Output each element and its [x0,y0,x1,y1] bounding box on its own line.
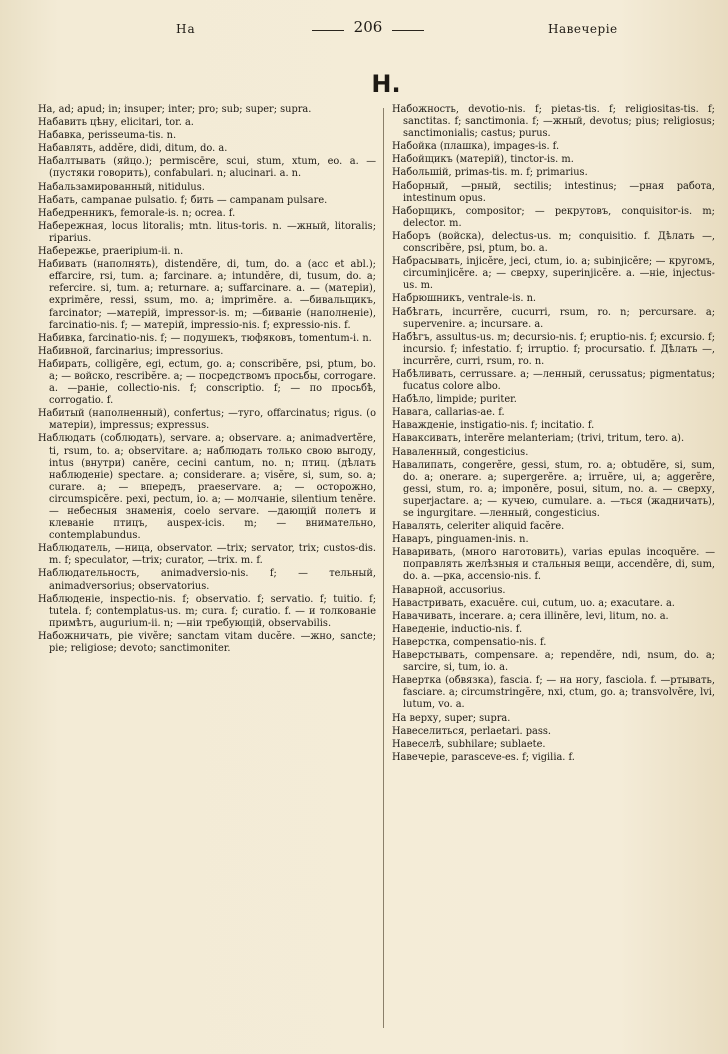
dictionary-entry [38,543,376,567]
entry-headword: Набавка, [38,130,85,142]
entry-translation: (яйцо.); permiscēre, scui, stum, xtum, eo. a. — (пустяки говорить), confabulari. n; alucinari. a. n. [49,156,376,180]
dictionary-entry [392,141,715,153]
dictionary-entry [38,408,376,432]
entry-headword: Набожничать, [38,630,113,642]
right-column [392,104,715,765]
entry-headword: Набать, [38,194,78,206]
entry-translation: cerrussare. a; —ленный, cerussatus; pigmentatus; fucatus colore albo. [403,368,715,393]
entry-translation: perlaetari. pass. [470,725,552,737]
dictionary-entry [392,167,715,179]
entry-headword: Наблюдательность, [38,568,140,580]
entry-headword: Навечеріе, [392,751,449,763]
entry-headword: Навалипать, [392,459,457,471]
dictionary-entry [392,307,715,331]
entry-headword: Набивной, [38,345,93,357]
entry-translation: injicĕre, jeci, ctum, io. a; subinjicĕre; — кругомъ, circuminjicĕre. a; — сверху, superinjicĕre. a. —ніе, injectus-us. m. [403,256,715,292]
dictionary-entry [38,130,376,142]
entry-headword: Наваривать, [392,547,456,559]
dictionary-entry [392,332,715,368]
dictionary-entry [392,447,715,459]
entry-translation: elicitari, tor. a. [120,117,194,129]
entry-headword: Набалтывать [38,156,106,168]
running-head [0,18,728,42]
entry-headword: На, [38,104,56,115]
entry-headword: Навачивать, [392,610,456,622]
dictionary-entry [392,460,715,520]
dictionary-entry [392,433,715,445]
entry-headword: Набережье, [38,246,100,258]
entry-translation: assultus-us. m; decursio-nis. f; eruptio-nis. f; excursio. f; incursio. f; infestatio. f; irruptio. f; procursatio. f. Дѣлать —, incurrĕre, curri, rsum, ro. n. [403,331,715,367]
dictionary-entry [38,594,376,630]
entry-translation: celeriter aliquid facĕre. [447,521,565,533]
dictionary-entry [392,231,715,255]
dictionary-entry [38,221,376,245]
dictionary-entry [392,154,715,166]
dictionary-entry [38,346,376,358]
header-left-word: На [176,22,196,36]
dictionary-entry [392,585,715,597]
entry-translation: parasceve-es. f; vigilia. f. [451,751,575,763]
entry-headword: Набальзамированный, [38,181,156,193]
entry-headword: Наверстка, [392,636,450,648]
entry-translation: farcinatio-nis. f; — подушекъ, тюфяковъ, tomentum-i. n. [88,332,372,344]
dictionary-entry [38,246,376,258]
dictionary-entry [38,208,376,220]
entry-translation: compensare. a; rependĕre, ndi, nsum, do. a; sarcire, si, tum, io. a. [403,650,715,674]
dictionary-entry [38,359,376,407]
dictionary-entry [392,752,715,764]
entry-headword: Наваленный, [392,446,461,458]
entry-translation: incerare. a; cera illinĕre, levi, litum, no. a. [459,610,669,622]
entry-translation: perisseuma-tis. n. [87,130,177,142]
entry-translation: instigatio-nis. f; incitatio. f. [460,420,595,432]
entry-translation: ventrale-is. n. [467,293,537,305]
entry-headword: Набожность, [392,104,459,115]
entry-translation: addĕre, didi, ditum, do. a. [99,143,228,155]
entry-headword: Набѣгъ, [392,331,433,343]
entry-translation: nitidulus. [158,181,205,193]
dictionary-entry [392,739,715,751]
entry-translation: compensatio-nis. f. [453,636,547,648]
entry-translation: ad; apud; in; insuper; inter; pro; sub; super; supra. [58,104,312,115]
dictionary-entry [392,624,715,636]
entry-headword: Навастривать, [392,597,467,609]
dictionary-entry [38,182,376,194]
entry-translation: femorale-is. n; ocrea. f. [120,207,236,219]
entry-headword: Набавлять, [38,143,96,155]
dictionary-entry [392,206,715,230]
entry-translation: pinguamen-inis. n. [436,534,529,546]
dictionary-entry [392,726,715,738]
entry-translation: congesticius. [463,446,529,458]
entry-headword: Наборный, [392,180,449,192]
entry-headword: Набедренникъ, [38,207,118,219]
entry-translation: colligĕre, egi, ectum, go. a; conscribĕre, psi, ptum, bo. a; — войско, rescribĕre. a; — посредствомъ просьбы, corrogare. a. —раніе, collectio-nis. f; conscriptio. f; — по просьбѣ, corrogatio. f. [49,358,376,407]
entry-headword: Наведеніе, [392,623,449,635]
entry-headword: Набивать [38,259,87,271]
dictionary-entry [392,256,715,292]
entry-translation: (много наготовить), varias epulas incoquĕre. — поправлять желѣзныя и стальныя вещи, accendĕre, di, sum, do. a. —рка, accensio-nis. f. [403,547,715,583]
entry-translation: (наполненный), confertus; —туго, offarcinatus; rigus. (о матеріи), impressus; expressus. [49,408,376,432]
entry-translation: (войска), delectus-us. m; conquisitio. f. Дѣлать —, conscribĕre, psi, ptum, bo. a. [403,230,715,255]
entry-headword: Набивка, [38,332,86,344]
dictionary-entry [392,637,715,649]
dictionary-entry [392,293,715,305]
entry-headword: Набитый [38,408,85,420]
dictionary-entry [392,394,715,406]
entry-translation: locus litoralis; mtn. litus-toris. n. —жный, litoralis; riparius. [49,220,376,244]
entry-translation: devotio-nis. f; pietas-tis. f; religiositas-tis. f; sanctitas. f; sanctimonia. f; —жный, devotus; pius; religiosus; sanctimonialis; castus; purus. [403,104,715,140]
entry-headword: Набойка [392,141,437,153]
dictionary-entry [38,104,376,116]
header-rule-right [392,30,424,31]
entry-headword: Наблюдать [38,433,96,445]
entry-headword: Наблюдатель, [38,543,111,555]
dictionary-entry [392,521,715,533]
entry-translation: incurrĕre, cucurri, rsum, ro. n; percursare. a; supervenire. a; incursare. a. [403,306,715,330]
entry-translation: callarias-ae. f. [434,407,505,419]
dictionary-entry [38,195,376,207]
entry-translation: subhilare; sublaete. [447,738,546,750]
dictionary-entry [38,568,376,592]
page-number: 206 [353,18,383,36]
entry-headword: Набрасывать, [392,256,463,268]
entry-translation: super; supra. [444,712,511,724]
entry-translation: compositor; — рекрутовъ, conquisitor-is. m; delector. m. [403,205,715,229]
dictionary-entry [38,433,376,542]
entry-translation: limpide; puriter. [436,394,517,406]
entry-headword: Набѣло, [392,394,434,406]
entry-headword: Набавить цѣну, [38,117,118,129]
dictionary-entry [38,631,376,655]
entry-headword: Навалять, [392,521,445,533]
dictionary-entry [392,611,715,623]
dictionary-entry [38,156,376,180]
entry-translation: inductio-nis. f. [451,623,523,635]
entry-headword: Набрюшникъ, [392,293,465,305]
entry-headword: Наборъ [392,230,431,242]
dictionary-entry [38,259,376,332]
header-right-word: Навечеріе [548,22,618,36]
dictionary-entry [392,369,715,393]
entry-headword: Навеселѣ, [392,738,445,750]
entry-translation: exacuĕre. cui, cutum, uo. a; exacutare. a. [469,597,675,609]
section-letter: Н. [371,70,401,98]
entry-translation: congerĕre, gessi, stum, ro. a; obtudĕre, si, sum, do. a; onerare. a; supergerĕre. a; irruĕre, ui, a; aggerĕre, gessi, stum, ro. a; imponĕre, posui, situm, no. a. — сверху, superjactare. a; — кучею, cumulare. a. —ться (жадничать), se ingurgitare. —ленный, congesticius. [403,459,715,519]
dictionary-entry [392,104,715,140]
entry-headword: Наблюденіе, [38,593,104,605]
dictionary-entry [392,598,715,610]
column-divider [383,108,384,1028]
entry-headword: Навеселиться, [392,725,468,737]
entry-translation: inspectio-nis. f; observatio. f; servatio. f; tuitio. f; tutela. f; contemplatus-us. m; cura. f; curatio. f. — и толкованіе примѣтъ, augurium-ii. n; —ніи требующій, observabilis. [49,593,376,629]
entry-headword: Наваксивать, [392,433,462,445]
entry-translation: praeripium-ii. n. [102,246,184,258]
dictionary-entry [392,547,715,583]
entry-translation: —ница, observator. —trix; servator, trix; custos-dis. m. f; speculator, —trix; curator, —trix. m. f. [49,543,376,567]
entry-headword: Навага, [392,407,432,419]
left-column [38,104,376,656]
entry-translation: (плашка), impages-is. f. [439,141,560,153]
entry-headword: Навертка [392,675,442,687]
entry-headword: Наважденіе, [392,420,458,432]
dictionary-entry [392,407,715,419]
entry-translation: (соблюдать), servare. a; observare. a; animadvertĕre, ti, rsum, to. a; observitare. a; наблюдать только свою выгоду, intus (внутри) canĕre, cecini cantum, no. n; птиц. (дѣлать наблюденіе) spectare. a; considerare. a; visĕre, si, sum, so. a; curare. a; — впередъ, praeservare. a; — осторожно, circumspicĕre. pexi, pectum, io. a; — молчаніе, silentium tenĕre. — небесныя знаменія, coelo servare. —дающій полетъ и клеваніе птицъ, auspex-icis. m; — внимательно, contemplabundus. [49,433,376,542]
entry-headword: Набольшій, [392,167,452,179]
dictionary-entry [392,534,715,546]
entry-headword: Наваръ, [392,534,434,546]
dictionary-entry [38,333,376,345]
dictionary-entry [392,181,715,205]
entry-headword: На верху, [392,712,442,724]
dictionary-entry [38,143,376,155]
entry-translation: campanae pulsatio. f; бить — campanam pulsare. [81,194,328,206]
entry-headword: Набойщикъ [392,154,453,166]
entry-translation: animadversio-nis. f; — тельный, animadversorius; observatorius. [49,568,376,592]
entry-headword: Наборщикъ, [392,205,456,217]
entry-translation: (обвязка), fascia. f; — на ногу, fasciola. f. —ртывать, fasciare. a; circumstringĕre, nxi, ctum, go. a; transvolvĕre, lvi, lutum, vo. a. [403,675,715,711]
dictionary-entry [392,675,715,711]
entry-headword: Наверстывать, [392,650,468,662]
entry-headword: Набирать, [38,358,91,370]
entry-translation: (наполнять), distendĕre, di, tum, do. a (acc et abl.); effarcire, rsi, tum. a; farcinare. a; intundĕre, di, tusum, do. a; refercire. si, tum. a; returnare. a; suffarcinare. a. — (матеріи), exprimĕre, ressi, ssum, mo. a; imprimĕre. a. —бивальщикъ, farcinator; —матерій, impressor-is. m; —биваніе (наполненіе), farcinatio-nis. f; — матерій, impressio-nis. f; expressio-nis. f. [49,259,376,331]
entry-translation: —рный, sectilis; intestinus; —рная работа, intestinum opus. [403,180,715,204]
entry-headword: Набѣгать, [392,306,444,318]
entry-translation: farcinarius; impressorius. [95,345,224,357]
entry-translation: primas-tis. m. f; primarius. [454,167,588,179]
entry-headword: Набережная, [38,220,107,232]
entry-translation: accusorius. [449,584,506,596]
dictionary-entry [392,420,715,432]
entry-headword: Набѣливать, [392,368,457,380]
entry-translation: (матерій), tinctor-is. m. [455,154,574,166]
dictionary-entry [38,117,376,129]
entry-translation: interĕre melanteriam; (trivi, tritum, tero. a). [464,433,685,445]
dictionary-entry [392,713,715,725]
entry-headword: Наварной, [392,584,447,596]
dictionary-entry [392,650,715,674]
entry-translation: pie vivĕre; sanctam vitam ducĕre. —жно, sancte; pie; religiose; devoto; sanctimoniter. [49,630,376,655]
